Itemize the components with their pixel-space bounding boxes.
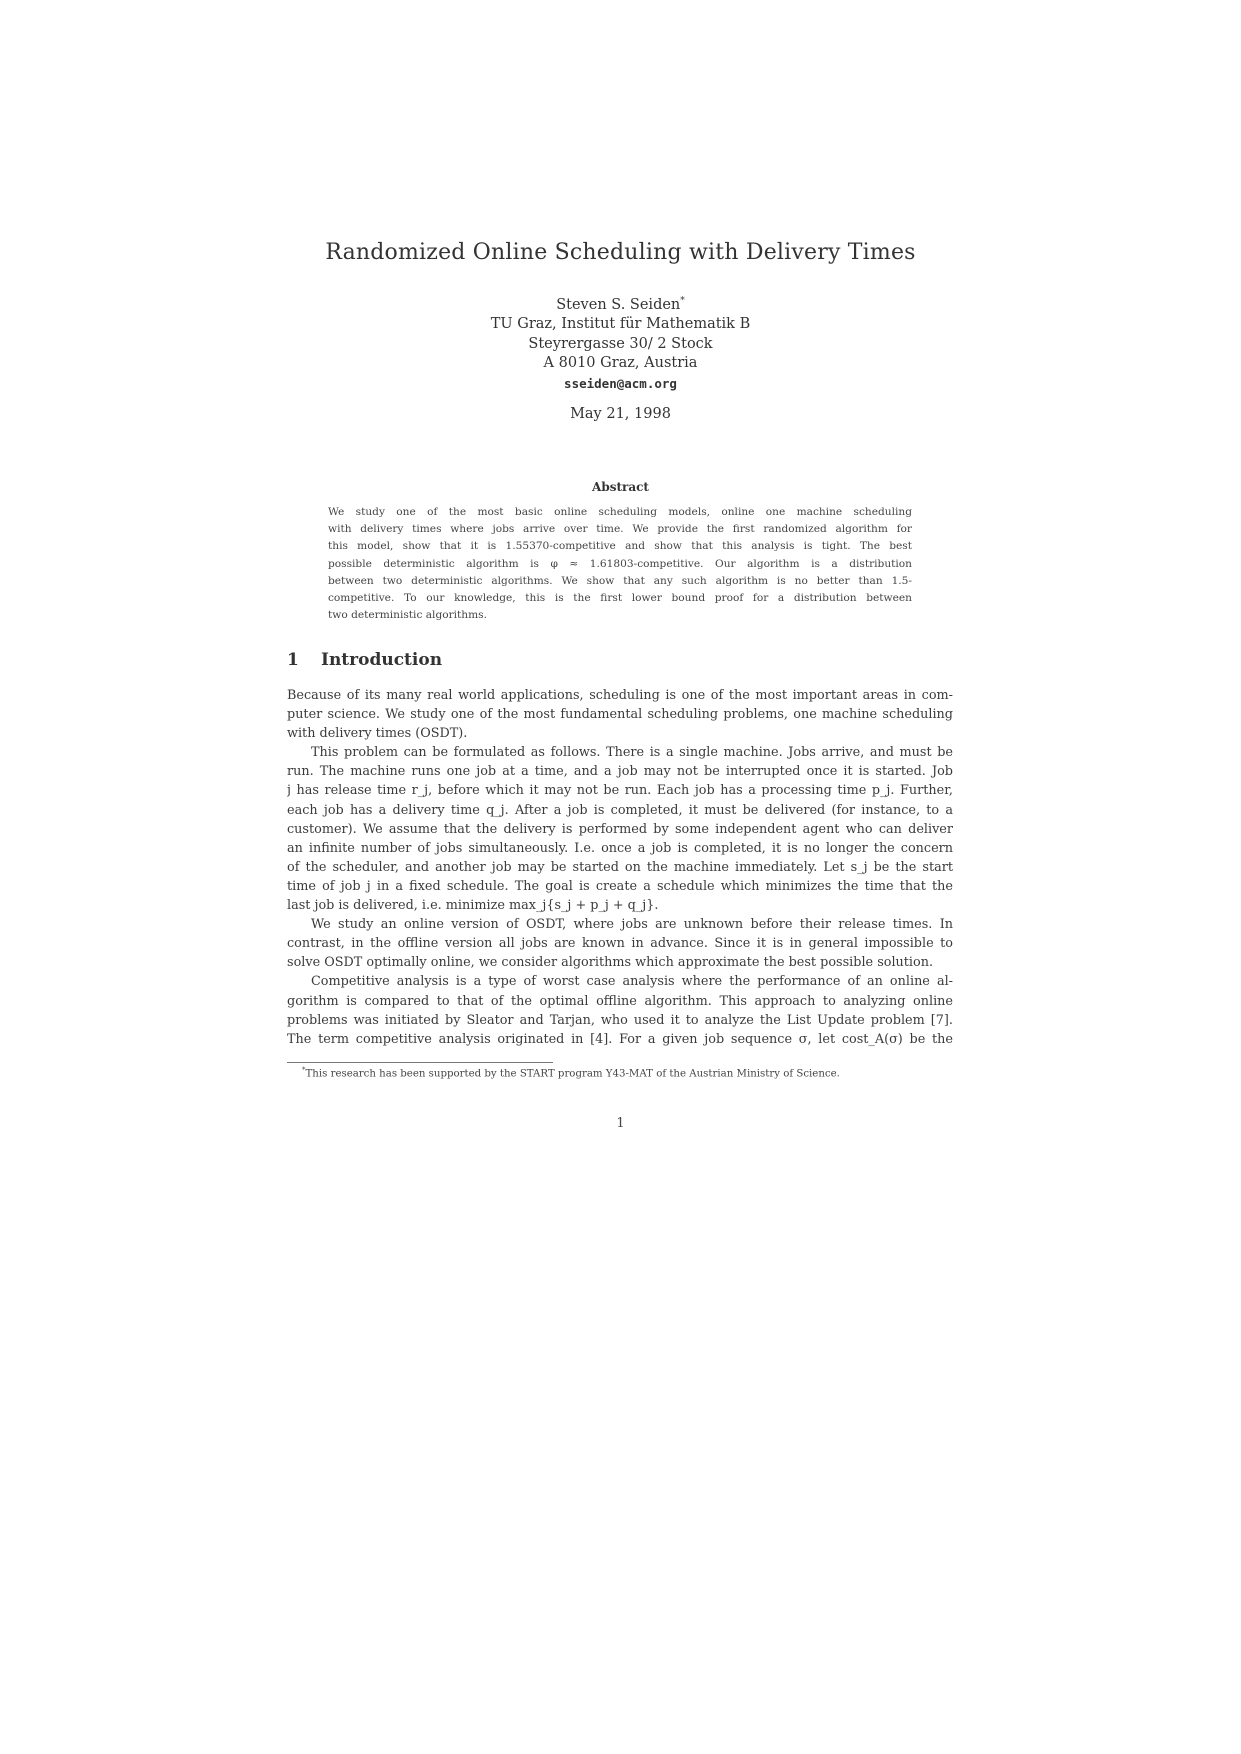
paragraph [287, 972, 953, 1048]
author-affiliation: TU Graz, Institut für Mathematik B [490, 316, 751, 333]
body-line: last job is delivered, i.e. minimize max_j{s_j + p_j + q_j}. [287, 898, 659, 914]
section-title: Introduction [321, 650, 443, 670]
footnote [302, 1066, 952, 1079]
author-name: Steven S. Seiden* [556, 296, 685, 313]
body-line: an infinite number of jobs simultaneously. I.e. once a job is completed, it is no longer the concern [287, 840, 953, 856]
paragraph [287, 686, 953, 743]
abstract-line: possible deterministic algorithm is φ ≈ 1.61803-competitive. Our algorithm is a distribution [328, 557, 912, 570]
author-email: sseiden@acm.org [564, 375, 677, 391]
body-line: customer). We assume that the delivery is performed by some independent agent who can deliver [287, 821, 953, 837]
body-line: Because of its many real world applications, scheduling is one of the most important areas in com- [287, 688, 953, 703]
abstract-heading: Abstract [592, 480, 649, 494]
paragraph [287, 915, 953, 972]
body-line: j has release time r_j, before which it may not be run. Each job has a processing time p_j. Further, [287, 783, 953, 799]
body-line: each job has a delivery time q_j. After a job is completed, it must be delivered (for instance, to a [287, 802, 953, 818]
footnote-rule [287, 1062, 553, 1063]
body-text [287, 686, 953, 1049]
body-line: time of job j in a fixed schedule. The goal is create a schedule which minimizes the time that the [287, 878, 953, 894]
paper-date: May 21, 1998 [570, 406, 671, 422]
abstract-line: this model, show that it is 1.55370-competitive and show that this analysis is tight. The best [328, 540, 912, 553]
body-line: with delivery times (OSDT). [287, 726, 468, 742]
body-line: gorithm is compared to that of the optimal offline algorithm. This approach to analyzing online [287, 993, 953, 1009]
abstract-line: competitive. To our knowledge, this is the first lower bound proof for a distribution between [328, 592, 912, 605]
footnote-text: This research has been supported by the START program Y43-MAT of the Austrian Ministry of Science. [305, 1068, 840, 1080]
author-city: A 8010 Graz, Austria [543, 355, 698, 372]
body-line: run. The machine runs one job at a time, and a job may not be interrupted once it is started. Job [287, 764, 953, 780]
body-line: This problem can be formulated as follows. There is a single machine. Jobs arrive, and must be [311, 745, 953, 761]
section-heading [287, 650, 442, 670]
abstract-line: with delivery times where jobs arrive over time. We provide the first randomized algorithm for [328, 523, 912, 536]
abstract-line: We study one of the most basic online scheduling models, online one machine scheduling [328, 506, 912, 518]
page-number: 1 [616, 1116, 625, 1131]
body-line: We study an online version of OSDT, where jobs are unknown before their release times. In [311, 917, 953, 933]
section-number: 1 [287, 650, 299, 670]
author-footnote-mark: * [680, 296, 685, 306]
body-line: of the scheduler, and another job may be started on the machine immediately. Let s_j be the start [287, 859, 953, 875]
footnote-mark: * [302, 1066, 306, 1074]
author-street: Steyrergasse 30/ 2 Stock [528, 335, 713, 352]
abstract-line: between two deterministic algorithms. We show that any such algorithm is no better than 1.5- [328, 574, 912, 587]
body-line: Competitive analysis is a type of worst case analysis where the performance of an online al- [311, 974, 953, 990]
abstract-body [328, 504, 912, 624]
paper-title: Randomized Online Scheduling with Delivery Times [325, 240, 916, 265]
body-line: puter science. We study one of the most fundamental scheduling problems, one machine scheduling [287, 707, 953, 723]
body-line: contrast, in the offline version all jobs are known in advance. Since it is in general impossible to [287, 936, 953, 952]
abstract-line: two deterministic algorithms. [328, 609, 487, 622]
body-line: The term competitive analysis originated in [4]. For a given job sequence σ, let cost_A(σ) be the [287, 1031, 953, 1047]
body-line: problems was initiated by Sleator and Tarjan, who used it to analyze the List Update problem [7]. [287, 1012, 953, 1028]
paragraph [287, 743, 953, 915]
body-line: solve OSDT optimally online, we consider algorithms which approximate the best possible solution. [287, 955, 934, 971]
author-block [0, 292, 1241, 393]
